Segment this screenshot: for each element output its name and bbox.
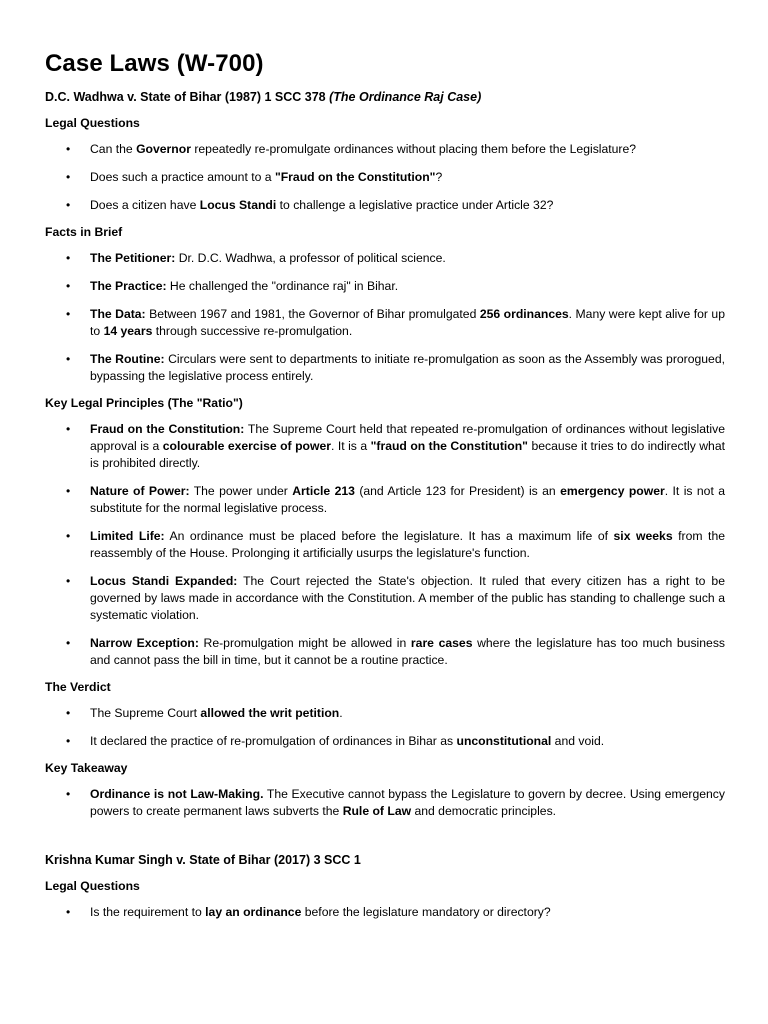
bullet-icon: • [66,787,71,801]
section-heading-legal-questions-2: Legal Questions [45,879,140,893]
section-heading-legal-questions: Legal Questions [45,116,140,130]
section-heading-facts: Facts in Brief [45,225,123,239]
bullet-icon: • [66,279,71,293]
list-item: • The Supreme Court allowed the writ petition. [66,706,343,720]
list-item: • The Petitioner: Dr. D.C. Wadhwa, a professor of political science. [66,251,446,265]
bullet-icon: • [66,198,71,212]
case-title-2 [45,853,725,867]
bullet-icon: • [66,734,71,748]
list-item: • Ordinance is not Law-Making. The Executive cannot bypass the Legislature to govern by decree. Using emergency powers to create permanent laws subverts the Rule of Law and democratic principles. [66,787,725,818]
bullet-icon: • [66,529,71,543]
case-title-text: Krishna Kumar Singh v. State of Bihar (2017) 3 SCC 1 [45,853,361,867]
list-item: • Limited Life: An ordinance must be placed before the legislature. It has a maximum life of six weeks from the reassembly of the House. Prolonging it artificially usurps the legislature's function. [66,529,726,560]
bullet-icon: • [66,636,71,650]
document-page [45,50,725,932]
bullet-icon: • [66,706,71,720]
takeaway-list [45,786,725,820]
list-item: • Can the Governor repeatedly re-promulgate ordinances without placing them before the Legislature? [66,142,637,156]
case-subtitle: (The Ordinance Raj Case) [329,90,482,104]
bullet-icon: • [66,307,71,321]
list-item: • Is the requirement to lay an ordinance before the legislature mandatory or directory? [66,905,551,919]
list-item: • The Data: Between 1967 and 1981, the Governor of Bihar promulgated 256 ordinances. Many were kept alive for up to 14 years through successive re-promulgation. [66,307,725,338]
facts-list [45,250,725,385]
list-item: • Narrow Exception: Re-promulgation might be allowed in rare cases where the legislature has too much business and cannot pass the bill in time, but it cannot be a routine practice. [66,636,726,667]
bullet-icon: • [66,905,71,919]
document-title: Case Laws (W-700) [45,50,264,77]
list-item: • The Routine: Circulars were sent to departments to initiate re-promulgation as soon as the Assembly was prorogued, bypassing the legislative process entirely. [66,352,725,383]
bullet-icon: • [66,422,71,436]
section-heading-takeaway: Key Takeaway [45,761,128,775]
case-title-text: D.C. Wadhwa v. State of Bihar (1987) 1 SCC 378 [45,90,326,104]
bullet-icon: • [66,484,71,498]
legal-questions-list-2 [45,904,725,921]
list-item: • The Practice: He challenged the "ordinance raj" in Bihar. [66,279,399,293]
list-item: • Locus Standi Expanded: The Court rejected the State's objection. It ruled that every citizen has a right to be governed by laws made in accordance with the Constitution. A member of the public has standing to challenge such a systematic violation. [66,574,725,622]
bullet-icon: • [66,574,71,588]
bullet-icon: • [66,170,71,184]
bullet-icon: • [66,352,71,366]
section-spacer [45,831,725,853]
bullet-icon: • [66,142,71,156]
section-heading-principles: Key Legal Principles (The "Ratio") [45,396,243,410]
legal-questions-list [45,141,725,214]
list-item: • Nature of Power: The power under Article 213 (and Article 123 for President) is an emergency power. It is not a substitute for the normal legislative process. [66,484,726,515]
list-item: • Does a citizen have Locus Standi to challenge a legislative practice under Article 32? [66,198,554,212]
list-item: • Fraud on the Constitution: The Supreme Court held that repeated re-promulgation of ordinances without legislative approval is a colourable exercise of power. It is a "fraud on the Constitution" because it tries to do indirectly what is prohibited directly. [66,422,726,470]
bullet-icon: • [66,251,71,265]
case-title [45,90,725,104]
list-item: • It declared the practice of re-promulgation of ordinances in Bihar as unconstitutional and void. [66,734,605,748]
list-item: • Does such a practice amount to a "Fraud on the Constitution"? [66,170,443,184]
section-heading-verdict: The Verdict [45,680,111,694]
principles-list [45,421,725,669]
verdict-list [45,705,725,750]
